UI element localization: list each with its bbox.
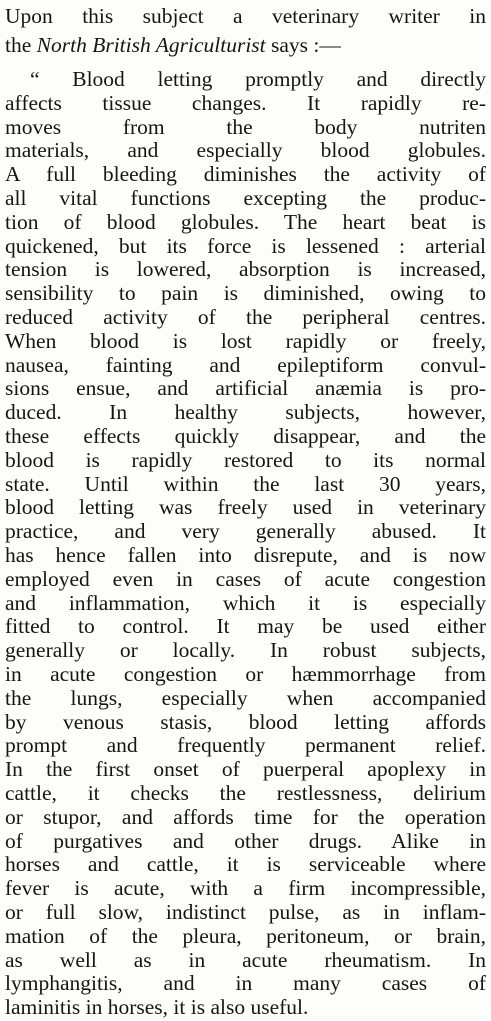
quote-line: When blood is lost rapidly or freely,: [5, 328, 486, 353]
quote-line: mation of the pleura, peritoneum, or brain,: [5, 923, 486, 948]
quote-line: employed even in cases of acute congestion: [5, 566, 486, 591]
quote-line: by venous stasis, blood letting affords: [5, 709, 486, 734]
quote-line: and inflammation, which it is especially: [5, 590, 486, 615]
quote-line: moves from the body nutriten: [5, 114, 486, 139]
quote-line: sions ensue, and artificial anæmia is pro-: [5, 376, 486, 401]
quote-line: affects tissue changes. It rapidly re-: [5, 90, 486, 115]
quote-line: in acute congestion or hæmmorrhage from: [5, 662, 486, 686]
quote-line: or full slow, indistinct pulse, as in inflam-: [5, 900, 486, 924]
quote-line: reduced activity of the peripheral centres.: [5, 305, 486, 329]
quote-line: fitted to control. It may be used either: [5, 614, 486, 639]
quote-line: fever is acute, with a firm incompressible,: [5, 876, 486, 901]
quote-line: lymphangitis, and in many cases of: [5, 971, 486, 996]
intro-line-with-source: [5, 31, 486, 59]
intro-prefix: the: [5, 33, 32, 57]
quote-line: quickened, but its force is lessened : arterial: [5, 233, 486, 258]
intro-line: Upon this subject a veterinary writer in: [5, 4, 486, 28]
quote-line: cattle, it checks the restlessness, delirium: [5, 781, 486, 805]
quote-line: sensibility to pain is diminished, owing to: [5, 281, 486, 306]
quote-line: blood is rapidly restored to its normal: [5, 447, 486, 472]
publication-name: North British Agriculturist: [36, 33, 266, 57]
quote-line: state. Until within the last 30 years,: [5, 471, 486, 496]
quote-line: all vital functions excepting the produc-: [5, 186, 486, 210]
quote-line: A full bleeding diminishes the activity of: [5, 162, 486, 187]
intro-suffix: says :—: [271, 33, 341, 57]
quote-line: horses and cattle, it is serviceable where: [5, 852, 486, 877]
quote-line: materials, and especially blood globules.: [5, 138, 486, 163]
quote-line: as well as in acute rheumatism. In: [5, 947, 486, 972]
quote-line: these effects quickly disappear, and the: [5, 424, 486, 448]
quote-line: or stupor, and affords time for the operation: [5, 804, 486, 829]
quote-line: prompt and frequently permanent relief.: [5, 733, 486, 758]
quote-line: blood letting was freely used in veterinary: [5, 495, 486, 520]
quote-line: laminitis in horses, it is also useful.: [5, 995, 309, 1020]
quote-line: nausea, fainting and epileptiform convul-: [5, 352, 486, 377]
quote-line: tion of blood globules. The heart beat is: [5, 209, 486, 234]
quote-line: has hence fallen into disrepute, and is now: [5, 543, 486, 567]
quote-line: duced. In healthy subjects, however,: [5, 400, 486, 425]
quote-line: the lungs, especially when accompanied: [5, 685, 486, 710]
quote-line: tension is lowered, absorption is increased,: [5, 257, 486, 282]
quote-line: generally or locally. In robust subjects,: [5, 638, 486, 663]
quote-line: practice, and very generally abused. It: [5, 519, 486, 544]
quote-line: In the first onset of puerperal apoplexy in: [5, 757, 486, 782]
quote-line: “ Blood letting promptly and directly: [30, 67, 486, 91]
quote-line: of purgatives and other drugs. Alike in: [5, 828, 486, 853]
